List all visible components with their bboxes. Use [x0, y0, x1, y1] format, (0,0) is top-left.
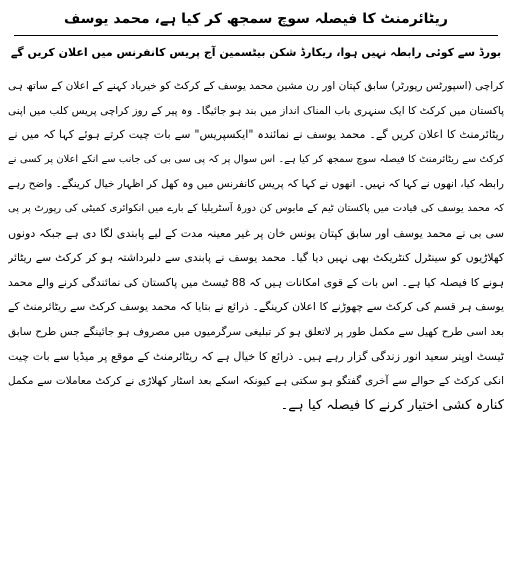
body-line: رابطہ کیا، انھوں نے کہا کہ نہیں۔ انھوں نے کہا کہ پریس کانفرنس میں وہ کھل کر اظہار خیال کرینگے۔ واضح رہے — [8, 178, 504, 191]
body-line: کرکٹ سے ریٹائرمنٹ کا فیصلہ سوچ سمجھ کر کیا ہے۔ اس سوال پر کہ پی سی بی کی جانب سے انکے اعلان پر کسی نے — [8, 153, 504, 165]
body-line: کھلاڑیوں کو سینٹرل کنٹریکٹ بھی نہیں دیا گیا۔ محمد یوسف نے پابندی سے دلبرداشتہ ہو کر کرکٹ سے ریٹائر — [8, 251, 504, 265]
body-line: کنارہ کشی اختیار کرنے کا فیصلہ کیا ہے۔ — [280, 397, 504, 413]
body-line: یوسف ہر قسم کی کرکٹ سے چھوڑنے کا اعلان کرینگے۔ ذرائع نے بتایا کہ محمد یوسف کرکٹ سے ریٹائرمنٹ کے — [8, 300, 504, 314]
body-line: ٹیسٹ اوپنر سعید انور زندگی گزار رہے ہیں۔ ذرائع کا خیال ہے کہ ریٹائرمنٹ کے موقع پر میڈیا سے بات چیت — [8, 349, 504, 363]
body-line: کراچی (اسپورٹس رپورٹر) سابق کپتان اور رن مشین محمد یوسف کے کرکٹ کو خیرباد کہنے کے اعلان کے ساتھ ہی — [8, 80, 504, 92]
body-line: بعد اسی طرح کھیل سے مکمل طور پر لاتعلق ہو کر تبلیغی سرگرمیوں میں مصروف ہو جائینگے جس طرح سابق — [8, 325, 504, 338]
body-line: ریٹائرمنٹ کا اعلان کریں گے۔ محمد یوسف نے نمائندہ "ایکسپریس" سے بات چیت کرتے ہوئے کہا کہ میں نے — [8, 128, 504, 142]
body-line: انکی کرکٹ کے حوالے سے آخری گفتگو ہو سکتی ہے کیونکہ اسکے بعد اسٹار کھلاڑی نے کرکٹ معاملات سے مکمل — [8, 375, 504, 388]
article-headline: ریٹائرمنٹ کا فیصلہ سوچ سمجھ کر کیا ہے، محمد یوسف — [64, 11, 448, 27]
article-body — [8, 74, 504, 418]
headline-divider — [14, 35, 498, 36]
body-line: پاکستان میں کرکٹ کا ایک سنہری باب المناک انداز میں بند ہو جائیگا۔ وہ پیر کے روز کراچی پریس کلب میں اپنی — [8, 104, 504, 117]
body-line: کہ محمد یوسف کی قیادت میں پاکستان ٹیم کے مایوس کن دورۂ آسٹریلیا کے بارے میں انکوائری کمیٹی کی رپورٹ پر پی — [8, 202, 504, 214]
body-line: سی بی نے محمد یوسف اور سابق کپتان یونس خان پر غیر معینہ مدت کے لیے پابندی لگا دی ہے جبکہ دونوں — [8, 226, 504, 240]
body-line: ہونے کا فیصلہ کیا ہے۔ اس بات کے قوی امکانات ہیں کہ 88 ٹیسٹ میں پاکستان کی نمائندگی کرنے والے محمد — [8, 275, 504, 289]
article-subheadline: بورڈ سے کوئی رابطہ نہیں ہوا، ریکارڈ شکن بیٹسمین آج پریس کانفرنس میں اعلان کریں گے — [10, 46, 502, 59]
